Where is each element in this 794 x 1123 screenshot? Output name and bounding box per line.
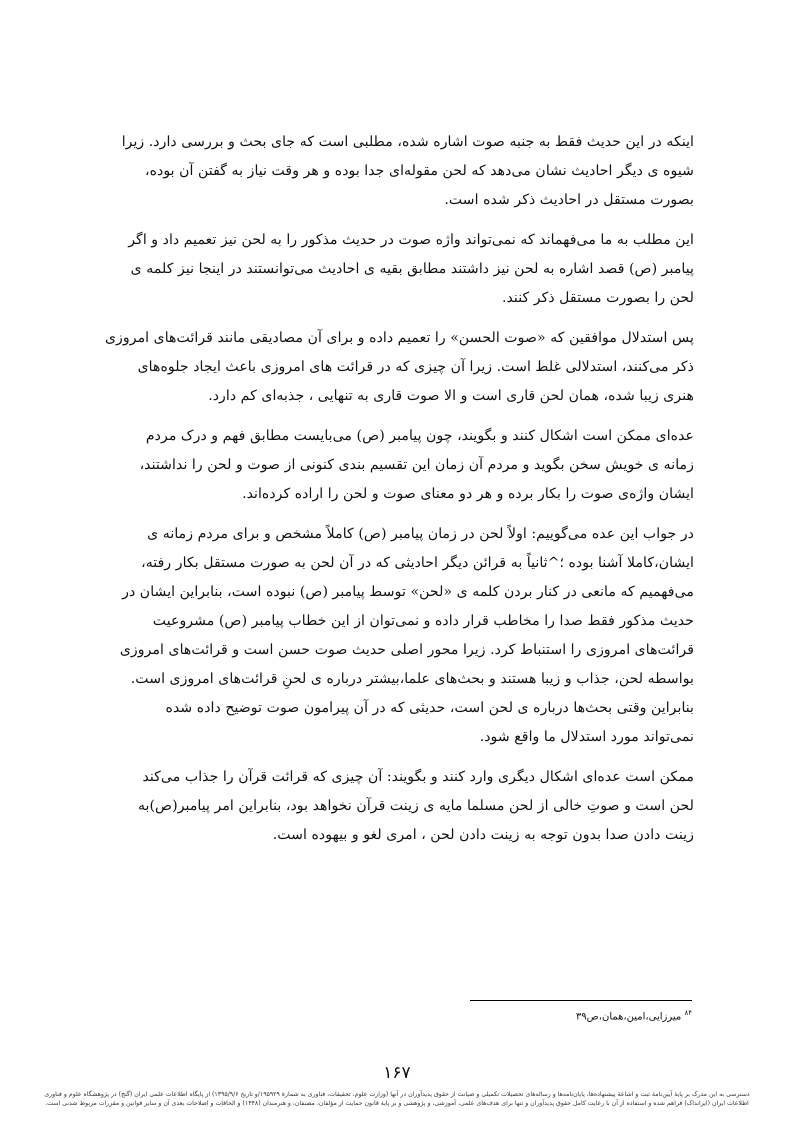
text-line: زمانه ی خویش سخن بگوید و مردم آن زمان این تقسیم بندی کنونی از صوت و لحن را نداشتند،: [139, 457, 694, 473]
paragraph-1: [100, 128, 694, 215]
text-line: زینت دادن صدا بدون توجه به زینت دادن لحن ، امری لغو و بیهوده است.: [272, 827, 694, 843]
text-line: بصورت مستقل در احادیث ذکر شده است.: [444, 192, 694, 208]
text-line: اینکه در این حدیث فقط به جنبه صوت اشاره شده، مطلبی است که جای بحث و بررسی دارد. زیرا: [121, 134, 694, 150]
text-line: نمی‌تواند مورد استدلال ما واقع شود.: [479, 729, 694, 745]
text-line: این مطلب به ما می‌فهماند که نمی‌تواند واژه صوت در حدیث مذکور را به لحن نیز تعمیم داد و اگر: [128, 232, 694, 248]
text-line: هنری زیبا شده، همان لحن قاری است و الا صوت قاری به تنهایی ، جذبه‌ای کم دارد.: [208, 388, 694, 404]
paragraph-2: [100, 226, 694, 313]
text-line: لحن است و صوتِ خالی از لحن مسلما مایه ی زینت قرآن نخواهد بود، بنابراین امر پیامبر(ص)به: [137, 798, 694, 814]
text-line: حدیث مذکور فقط صدا را مخاطب قرار داده و نمی‌توان از این خطاب پیامبر (ص) مشروعیت: [152, 613, 694, 629]
paragraph-3: [100, 324, 694, 411]
footnote-divider: [470, 1000, 692, 1001]
paragraph-4: [100, 422, 694, 509]
text-line: قرائت‌های امروزی را استنباط کرد. زیرا محور اصلی حدیث صوت حسن است و قرائت‌های امروزی: [119, 642, 694, 658]
text-line: ایشان،کاملا آشنا بوده ؛^ثانیاً به قرائن دیگر احادیثی که در آن لحن به صورت مستقل بکار رفته،: [141, 555, 694, 571]
text-line: می‌فهمیم که مانعی در کنار بردن کلمه ی «لحن» توسط پیامبر (ص) نبوده است، بنابراین ایشان در: [122, 584, 694, 600]
text-line: عده‌ای ممکن است اشکال کنند و بگویند، چون پیامبر (ص) می‌بایست مطابق فهم و درک مردم: [145, 428, 694, 444]
text-line: شیوه ی دیگر احادیث نشان می‌دهد که لحن مقوله‌ای جدا بوده و هر وقت نیاز به گفتن آن بوده،: [145, 163, 694, 179]
text-line: بواسطه لحن، جذاب و زیبا هستند و بحث‌های علما،بیشتر درباره ی لحنِ قرائت‌های امروزی است.: [130, 671, 694, 687]
paragraph-6: [100, 763, 694, 850]
footnote: [470, 1006, 692, 1024]
text-line: لحن را بصورت مستقل ذکر کنند.: [501, 290, 694, 306]
copyright-notice: [6, 1090, 788, 1108]
text-line: ممکن است عده‌ای اشکال دیگری وارد کنند و بگویند: آن چیزی که قرائت قرآن را جذاب می‌کند: [142, 769, 694, 785]
text-line: ذکر می‌کنند، استدلالی غلط است. زیرا آن چیزی که در قرائت های امروزی باعث ایجاد جلوه‌های: [137, 359, 694, 375]
copyright-line: دسترسی به این مدرک بر پایهٔ آیین‌نامهٔ ثبت و اشاعهٔ پیشنهاده‌ها، پایان‌نامه‌ها و رساله‌های تحصیلات تکمیلی و صیانت از حقوق پدیدآوران در آنها (وزارت علوم، تحقیقات، فناوری به شمارهٔ ۱۹۵۹۲۹/و تاریخ ۱۳۹۵/۹/۶) از پایگاه اطلاعات علمی ایران (گنج) در پژوهشگاه علوم و فناوری: [44, 1091, 750, 1098]
copyright-line: اطلاعات ایران (ایرانداک) فراهم شده و استفاده از آن با رعایت کامل حقوق پدیدآوران و تنها برای هدف‌های علمی، آموزشی، و پژوهشی و بر پایهٔ قانون حمایت از مؤلفان، مصنفان، و هنرمندان (۱۳۴۸) و الحاقات و اصلاحات بعدی آن و سایر قوانین و مقررات مربوط شدنی است.: [45, 1100, 749, 1107]
paragraph-5: [100, 520, 694, 752]
footnote-marker: ۸۴: [684, 1009, 692, 1017]
text-line: ایشان واژه‌ی صوت را بکار برده و هر دو معنای صوت و لحن را اراده کرده‌اند.: [242, 486, 694, 502]
page-number: ۱۶۷: [383, 1063, 411, 1083]
text-line: در جواب این عده می‌گوییم: اولاً لحن در زمان پیامبر (ص) کاملاً مشخص و برای مردم زمانه ی: [147, 526, 694, 542]
footnote-text: میرزایی،امین،همان،ص۳۹: [575, 1011, 682, 1023]
text-line: بنابراین وقتی بحث‌ها درباره ی لحن است، حدیثی که در آن پیرامون صوت توضیح داده شده: [165, 700, 694, 716]
text-line: پیامبر (ص) قصد اشاره به لحن نیز داشتند مطابق بقیه ی احادیث می‌توانستند در اینجا نیز کلمه ی: [130, 261, 694, 277]
body-text: [100, 128, 694, 861]
text-line: پس استدلال موافقین که «صوت الحسن» را تعمیم داده و برای آن مصادیقی مانند قرائت‌های امروزی: [104, 330, 694, 346]
